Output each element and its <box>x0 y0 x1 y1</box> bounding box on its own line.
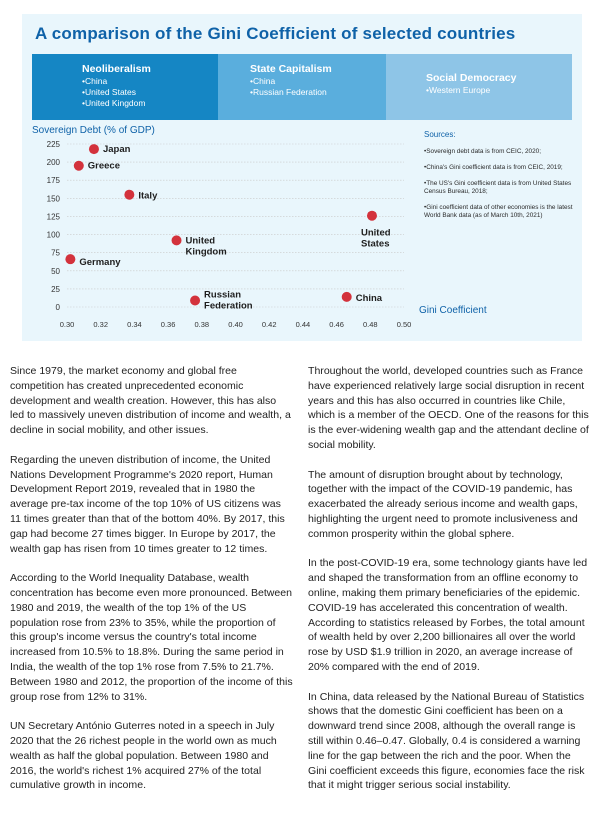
paragraph: Regarding the uneven distribution of income, the United Nations Development Programme's 2020 report, Human Development Report 2019, revealed that in 1980 the average pre-tax income of the top 10% of US citizens was 11 times greater than that of the bottom 40%. By 2017, this gap had become 27 times bigger. In Europe by 2017, the wealth gap has risen from 10 times greater to 12 times. <box>10 453 285 555</box>
data-point <box>342 292 352 302</box>
x-tick-label: 0.40 <box>228 320 243 329</box>
data-label: United <box>185 235 216 247</box>
data-point <box>89 144 99 154</box>
y-tick-label: 0 <box>55 303 60 312</box>
paragraph: In the post-COVID-19 era, some technology giants have led and shaped the transformation from an offline economy to online, making them primary beneficiaries of the epidemic. COVID-19 has accelerated this concentration of wealth. According to statistics released by Forbes, the total amount of wealth held by over 2,200 billionaires all over the world rose by USD $1.9 trillion in 2020, an average increase of 20% compared with the end of 2019. <box>308 557 588 673</box>
data-label: Japan <box>102 144 131 156</box>
paragraph: In China, data released by the National Bureau of Statistics shows that the domestic Gini coefficient has been on a downward trend since 2008, although the overall range is still within 0.46–0.47. Globally, 0.4 is considered a warning line for the gap between the rich and the poor. When the Gini coefficient exceeds this figure, economies face the risk that it might trigger serious social instability. <box>308 690 585 792</box>
category-country: • United States <box>82 87 151 98</box>
data-label: United <box>360 227 391 239</box>
category-title: Neoliberalism <box>82 63 151 75</box>
y-tick-label: 150 <box>46 194 60 204</box>
left-column <box>10 364 293 808</box>
data-point <box>124 190 134 200</box>
x-axis-title: Gini Coefficient <box>419 305 487 316</box>
data-label: Russian <box>204 289 242 301</box>
data-label: Kingdom <box>185 246 227 258</box>
category-title: Social Democracy <box>426 72 517 84</box>
y-tick-label: 75 <box>51 248 60 258</box>
y-tick-label: 50 <box>51 266 60 276</box>
x-tick-label: 0.46 <box>329 320 344 329</box>
x-tick-label: 0.48 <box>362 320 378 329</box>
category-country: • United Kingdom <box>82 98 151 109</box>
y-tick-label: 225 <box>46 140 60 149</box>
source-item: • Sovereign debt data is from CEIC, 2020; <box>424 148 574 156</box>
x-tick-label: 0.32 <box>93 320 109 329</box>
y-axis-title: Sovereign Debt (% of GDP) <box>32 125 155 136</box>
category-country: • China <box>250 76 332 87</box>
x-tick-label: 0.30 <box>59 320 75 329</box>
x-tick-label: 0.44 <box>295 320 311 329</box>
category-title: State Capitalism <box>250 63 332 75</box>
x-tick-label: 0.42 <box>261 320 277 329</box>
x-tick-label: 0.38 <box>194 320 210 329</box>
sources-title: Sources: <box>424 130 456 139</box>
x-tick-label: 0.50 <box>396 320 412 329</box>
paragraph: UN Secretary António Guterres noted in a speech in July 2020 that the 26 richest people in the world own as much wealth as half the global population. Between 1980 and 2016, the world's richest 1% acquired 27% of the total cumulative growth in income. <box>10 720 277 792</box>
y-tick-label: 200 <box>46 158 60 168</box>
paragraph: Throughout the world, developed countries such as France have experienced relatively large social disruption in recent years and this has also occurred in countries like Chile, which is a member of the OECD. One of the reasons for this is the ever-widening wealth gap and the attendant decline of social mobility. <box>308 365 589 451</box>
data-label: Greece <box>87 160 121 172</box>
y-tick-label: 100 <box>46 230 60 240</box>
x-tick-label: 0.36 <box>160 320 176 329</box>
data-label: States <box>360 238 390 250</box>
data-label: Italy <box>138 190 158 202</box>
sources-box <box>424 131 574 228</box>
data-point <box>190 295 200 305</box>
category-country: • Russian Federation <box>250 87 332 98</box>
x-tick-label: 0.34 <box>127 320 142 329</box>
source-item: • China's Gini coefficient data is from CEIC, 2019; <box>424 164 574 172</box>
data-label: Federation <box>204 300 253 312</box>
source-item: • The US's Gini coefficient data is from United States Census Bureau, 2018; <box>424 180 574 196</box>
data-point <box>367 211 377 221</box>
y-tick-label: 125 <box>46 212 60 222</box>
paragraph: Since 1979, the market economy and global free competition has created unprecedented economic development and wealth creation. However, this has also led to massively uneven distribution of income and wealth, a decline in social mobility, and other issues. <box>10 365 291 437</box>
y-tick-label: 25 <box>51 284 60 294</box>
category-country: • China <box>82 76 151 87</box>
paragraph: The amount of disruption brought about by technology, together with the impact of the COVID-19 pandemic, has exacerbated the already serious income and wealth gaps, highlighting the urgent need to promote inclusiveness and common prosperity within the global sphere. <box>308 468 578 540</box>
data-label: China <box>355 292 383 304</box>
data-point <box>172 235 182 245</box>
data-label: Germany <box>79 257 121 269</box>
data-point <box>74 161 84 171</box>
page-title: A comparison of the Gini Coefficient of selected countries <box>35 24 516 43</box>
category-country: • Western Europe <box>426 85 516 96</box>
paragraph: According to the World Inequality Database, wealth concentration has become even more pronounced. Between 1980 and 2019, the wealth of the top 1% of the US population rose from 23% to 35%, while the proportion of this group's income versus the country's total income increased from 10.5% to 18.8%. During the same period in India, the wealth of the top 1% rose from 7.5% to 21.7%. Between 1980 and 2012, the proportion of the income of this group rose from 12% to 31%. <box>10 572 293 703</box>
y-tick-label: 175 <box>46 176 60 186</box>
source-item: • Gini coefficient data of other economies is the latest World Bank data (as of March 10th, 2021) <box>424 204 574 220</box>
data-point <box>65 254 75 264</box>
right-column <box>308 364 592 808</box>
